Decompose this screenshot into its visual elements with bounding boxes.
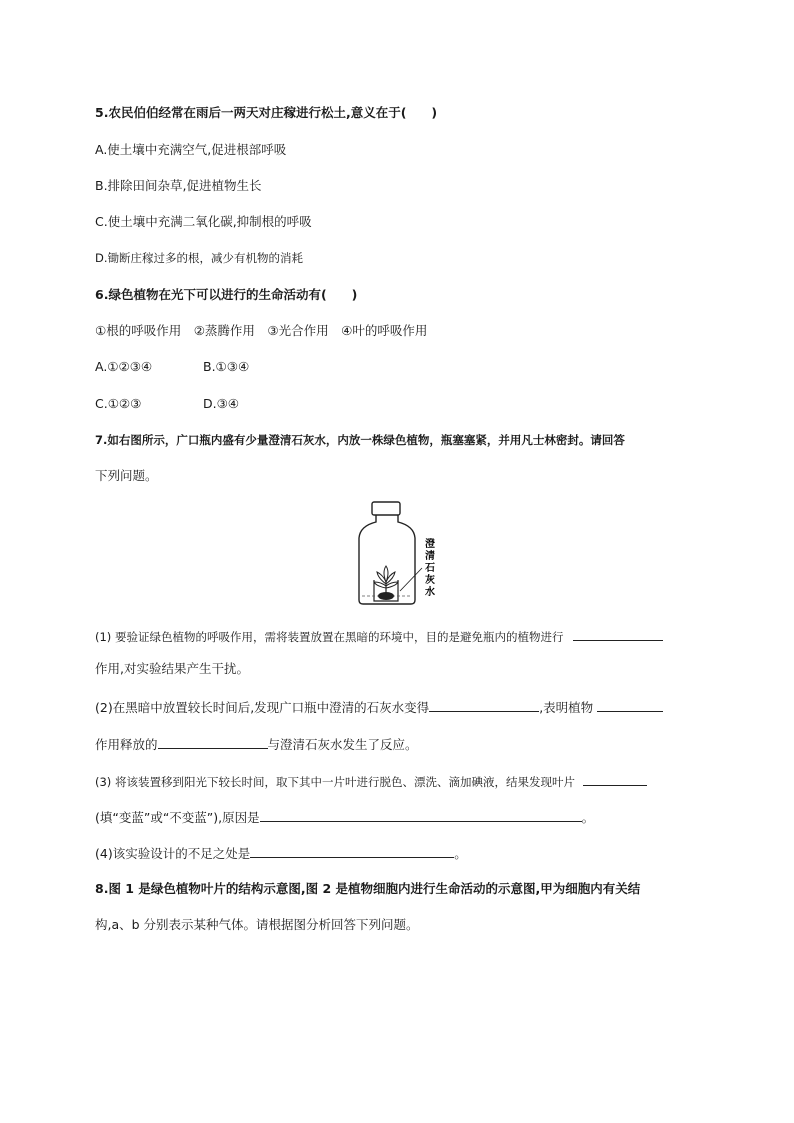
q7-part4-text-b: 。: [454, 846, 467, 861]
q6-option-d: D.③④: [203, 396, 240, 411]
label-char-2: 清: [425, 551, 435, 562]
q7-part3-blank-2[interactable]: [260, 807, 582, 822]
q7-part2-blank-2[interactable]: [597, 697, 663, 712]
jar-stopper: [372, 502, 400, 515]
jar-figure: [350, 500, 450, 610]
label-char-5: 水: [425, 587, 435, 598]
q7-part3-text-b: (填“变蓝”或“不变蓝”),原因是: [95, 810, 260, 825]
q7-part2-text-c: 作用释放的: [95, 737, 158, 752]
q7-part3-line1: [95, 771, 647, 791]
q7-part3-line2: [95, 807, 594, 827]
label-char-1: 澄: [425, 539, 435, 550]
q7-part1-blank[interactable]: [573, 626, 663, 641]
q5-option-d: D.锄断庄稼过多的根，减少有机物的消耗: [95, 251, 304, 265]
q8-stem-line2: 构,a、b 分别表示某种气体。请根据图分析回答下列问题。: [95, 917, 419, 932]
q6-options-row1: [95, 358, 249, 376]
q7-stem-line1: [95, 431, 625, 449]
q7-stem-line2: 下列问题。: [95, 468, 158, 483]
label-pointer: [400, 568, 422, 591]
q7-part2-line1: [95, 697, 663, 717]
q7-part1-line1: [95, 626, 663, 646]
q7-part4-text-a: (4)该实验设计的不足之处是: [95, 846, 251, 861]
q7-part3-blank-1[interactable]: [583, 771, 647, 786]
jar-body: [359, 515, 415, 604]
q7-part4-blank[interactable]: [250, 843, 454, 858]
q7-part3-text-a: (3) 将该装置移到阳光下较长时间，取下其中一片叶进行脱色、漂洗、滴加碘液，结果发现叶片: [95, 775, 575, 789]
q6-option-c: C.①②③: [95, 396, 142, 411]
q7-part2-blank-1[interactable]: [429, 697, 539, 712]
q7-part2-text-a: (2)在黑暗中放置较长时间后,发现广口瓶中澄清的石灰水变得: [95, 700, 430, 715]
q5-option-a: A.使土壤中充满空气,促进根部呼吸: [95, 142, 287, 157]
q7-part1-line2: 作用,对实验结果产生干扰。: [95, 661, 249, 676]
q7-part2-blank-3[interactable]: [158, 734, 268, 749]
q7-part2-text-b: ,表明植物: [539, 700, 594, 715]
q8-stem-line1: [95, 880, 640, 898]
q6-option-a: A.①②③④: [95, 359, 153, 374]
q7-part1-text: (1) 要验证绿色植物的呼吸作用，需将装置放置在黑暗的环境中，目的是避免瓶内的植物进行: [95, 630, 564, 644]
q6-stem: 6.绿色植物在光下可以进行的生命活动有( ): [95, 287, 358, 302]
q5-stem: 5.农民伯伯经常在雨后一两天对庄稼进行松土,意义在于( ): [95, 105, 438, 120]
q7-part2-line2: [95, 734, 418, 754]
q7-part3-text-c: 。: [581, 810, 595, 825]
q6-items: ①根的呼吸作用 ②蒸腾作用 ③光合作用 ④叶的呼吸作用: [95, 323, 428, 338]
q7-part2-text-d: 与澄清石灰水发生了反应。: [267, 737, 418, 752]
q7-part4-line: [95, 843, 467, 863]
q7-stem-text: 7.如右图所示，广口瓶内盛有少量澄清石灰水，内放一株绿色植物，瓶塞塞紧，并用凡士林密封。请回答: [95, 433, 625, 447]
label-char-4: 灰: [425, 575, 435, 586]
q6-option-b: B.①③④: [203, 359, 250, 374]
q5-option-b: B.排除田间杂草,促进植物生长: [95, 178, 262, 193]
q5-option-c: C.使土壤中充满二氧化碳,抑制根的呼吸: [95, 214, 312, 229]
q8-stem-text: 8.图 1 是绿色植物叶片的结构示意图,图 2 是植物细胞内进行生命活动的示意图,甲为细胞内有关结: [95, 881, 641, 896]
label-char-3: 石: [425, 563, 435, 574]
q6-options-row2: [95, 395, 239, 413]
